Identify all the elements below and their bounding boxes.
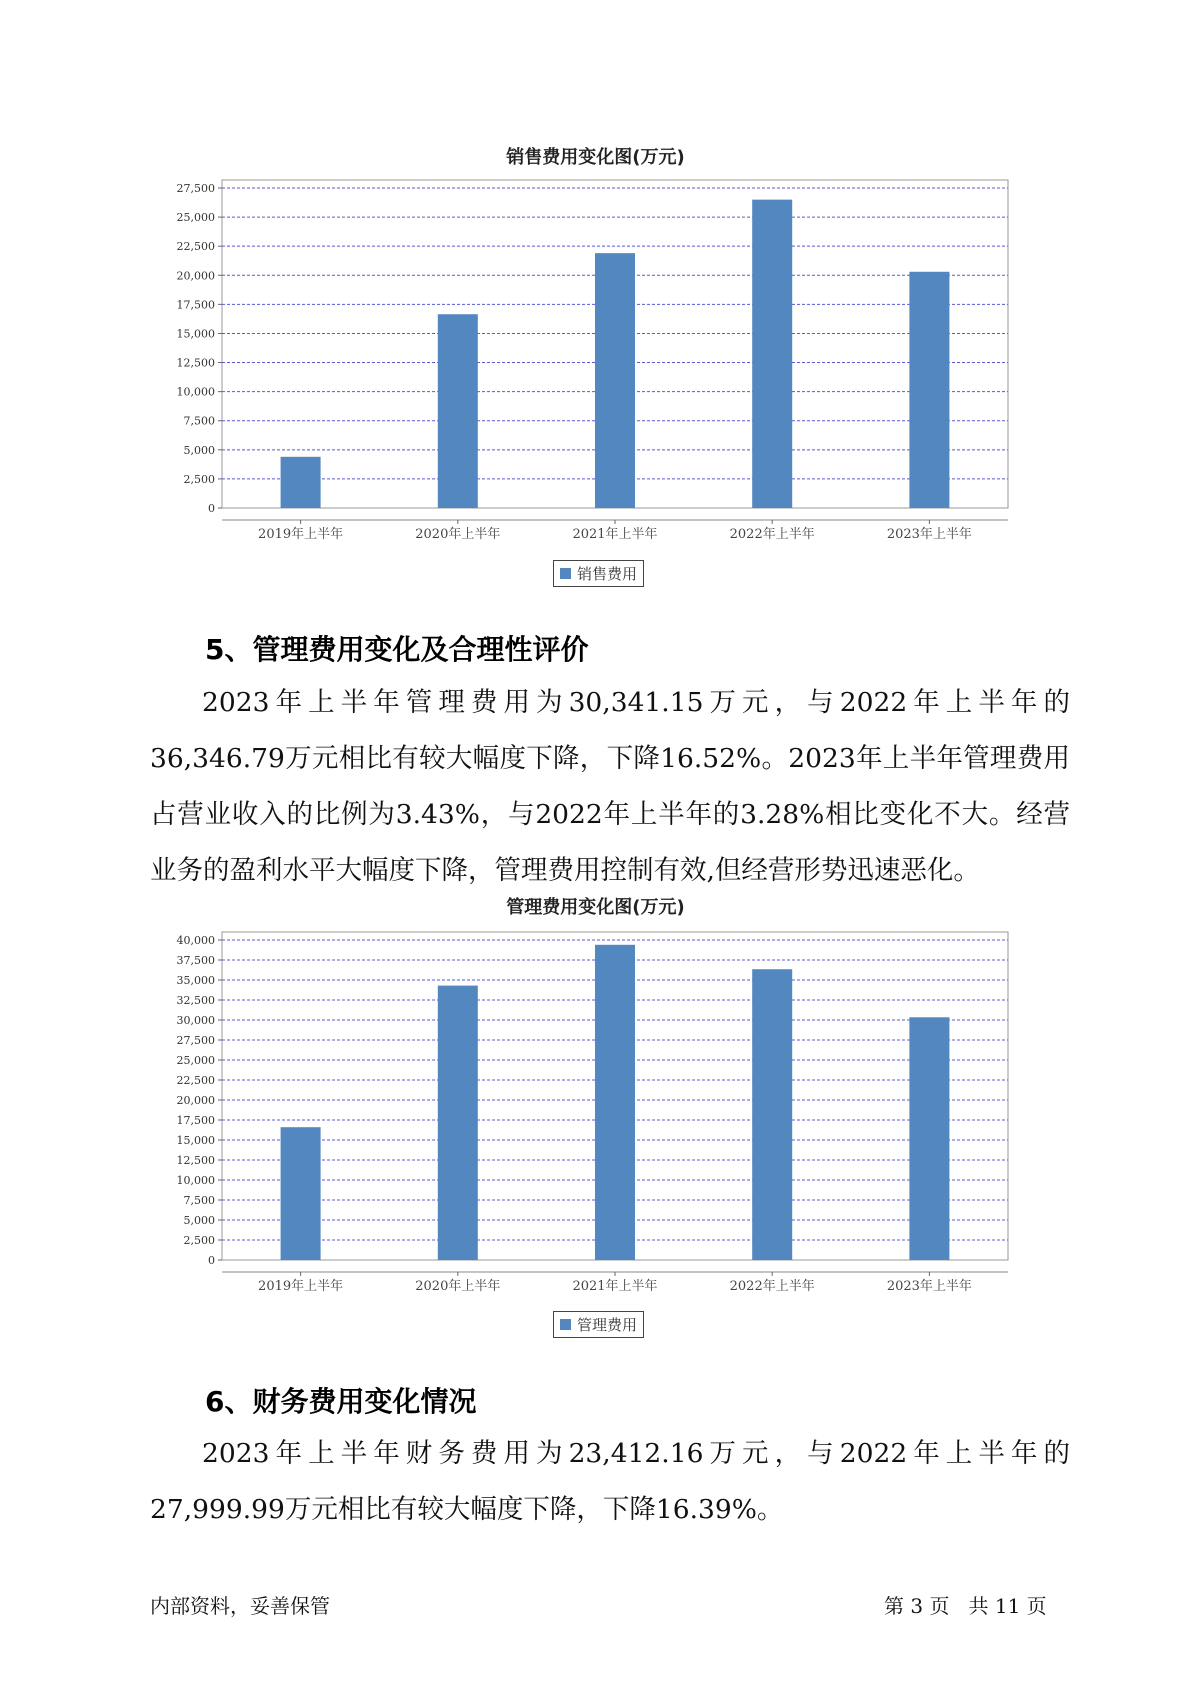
y-tick-label: 25,000 bbox=[176, 1054, 215, 1067]
section-6-paragraph: 2023年上半年财务费用为23,412.16万元，与2022年上半年的27,999.99万元相比有较大幅度下降，下降16.39%。 bbox=[150, 1438, 1070, 1525]
x-tick-label: 2019年上半年 bbox=[258, 527, 344, 542]
y-tick-label: 20,000 bbox=[176, 1094, 215, 1107]
y-tick-label: 12,500 bbox=[176, 356, 215, 370]
y-tick-label: 22,500 bbox=[176, 240, 215, 254]
bar bbox=[438, 986, 478, 1260]
x-tick-label: 2022年上半年 bbox=[729, 527, 815, 542]
footer-page-number: 第 3 页 共 11 页 bbox=[884, 1594, 1047, 1618]
y-tick-label: 7,500 bbox=[183, 1194, 215, 1207]
y-tick-label: 10,000 bbox=[176, 1174, 215, 1187]
y-tick-label: 0 bbox=[208, 502, 215, 515]
chart-legend-admin bbox=[553, 1311, 644, 1338]
bar bbox=[595, 945, 635, 1260]
bar bbox=[281, 457, 321, 508]
bar bbox=[909, 1017, 949, 1260]
admin-expense-chart bbox=[150, 922, 1020, 1302]
y-tick-label: 0 bbox=[208, 1254, 215, 1267]
y-tick-label: 2,500 bbox=[183, 472, 215, 486]
x-tick-label: 2019年上半年 bbox=[258, 1279, 344, 1294]
y-tick-label: 12,500 bbox=[176, 1154, 215, 1167]
x-tick-label: 2021年上半年 bbox=[572, 527, 658, 542]
x-tick-label: 2023年上半年 bbox=[886, 1279, 972, 1294]
y-tick-label: 17,500 bbox=[176, 1114, 215, 1127]
y-tick-label: 15,000 bbox=[176, 1134, 215, 1147]
x-tick-label: 2020年上半年 bbox=[415, 1279, 501, 1294]
y-tick-label: 27,500 bbox=[176, 1034, 215, 1047]
bar bbox=[752, 969, 792, 1260]
y-tick-label: 7,500 bbox=[183, 414, 215, 428]
x-tick-label: 2022年上半年 bbox=[729, 1279, 815, 1294]
chart-title-admin: 管理费用变化图(万元) bbox=[506, 897, 685, 918]
y-tick-label: 37,500 bbox=[176, 954, 215, 967]
section-5-heading: 5、管理费用变化及合理性评价 bbox=[205, 633, 589, 666]
x-tick-label: 2023年上半年 bbox=[886, 527, 972, 542]
y-tick-label: 35,000 bbox=[176, 974, 215, 987]
y-tick-label: 40,000 bbox=[176, 934, 215, 947]
bar bbox=[909, 272, 949, 508]
y-tick-label: 15,000 bbox=[176, 327, 215, 341]
bar bbox=[752, 200, 792, 508]
y-tick-label: 2,500 bbox=[183, 1234, 215, 1247]
y-tick-label: 5,000 bbox=[183, 443, 215, 457]
footer-confidential-note: 内部资料，妥善保管 bbox=[150, 1594, 330, 1618]
y-tick-label: 17,500 bbox=[176, 298, 215, 312]
y-tick-label: 32,500 bbox=[176, 994, 215, 1007]
bar bbox=[595, 253, 635, 508]
y-tick-label: 20,000 bbox=[176, 269, 215, 283]
legend-swatch-sales bbox=[560, 568, 571, 579]
y-tick-label: 30,000 bbox=[176, 1014, 215, 1027]
chart-title-sales: 销售费用变化图(万元) bbox=[506, 147, 685, 168]
legend-swatch-admin bbox=[560, 1319, 571, 1330]
y-tick-label: 5,000 bbox=[183, 1214, 215, 1227]
y-tick-label: 10,000 bbox=[176, 385, 215, 399]
chart-legend-sales bbox=[553, 560, 644, 587]
y-tick-label: 25,000 bbox=[176, 211, 215, 225]
x-tick-label: 2020年上半年 bbox=[415, 527, 501, 542]
section-6-heading: 6、财务费用变化情况 bbox=[205, 1385, 477, 1418]
bar bbox=[281, 1127, 321, 1260]
bar bbox=[438, 314, 478, 508]
section-5-paragraph: 2023年上半年管理费用为30,341.15万元，与2022年上半年的36,346.79万元相比有较大幅度下降，下降16.52%。2023年上半年管理费用占营业收入的比例为3.43%，与2022年上半年的3.28%相比变化不大。经营业务的盈利水平大幅度下降，管理费用控制有效,但经营形势迅速恶化。 bbox=[150, 687, 1070, 886]
y-tick-label: 27,500 bbox=[176, 182, 215, 195]
legend-label-admin: 管理费用 bbox=[577, 1316, 638, 1334]
x-tick-label: 2021年上半年 bbox=[572, 1279, 658, 1294]
y-tick-label: 22,500 bbox=[176, 1074, 215, 1087]
sales-expense-chart bbox=[150, 170, 1020, 550]
legend-label-sales: 销售费用 bbox=[577, 565, 638, 583]
